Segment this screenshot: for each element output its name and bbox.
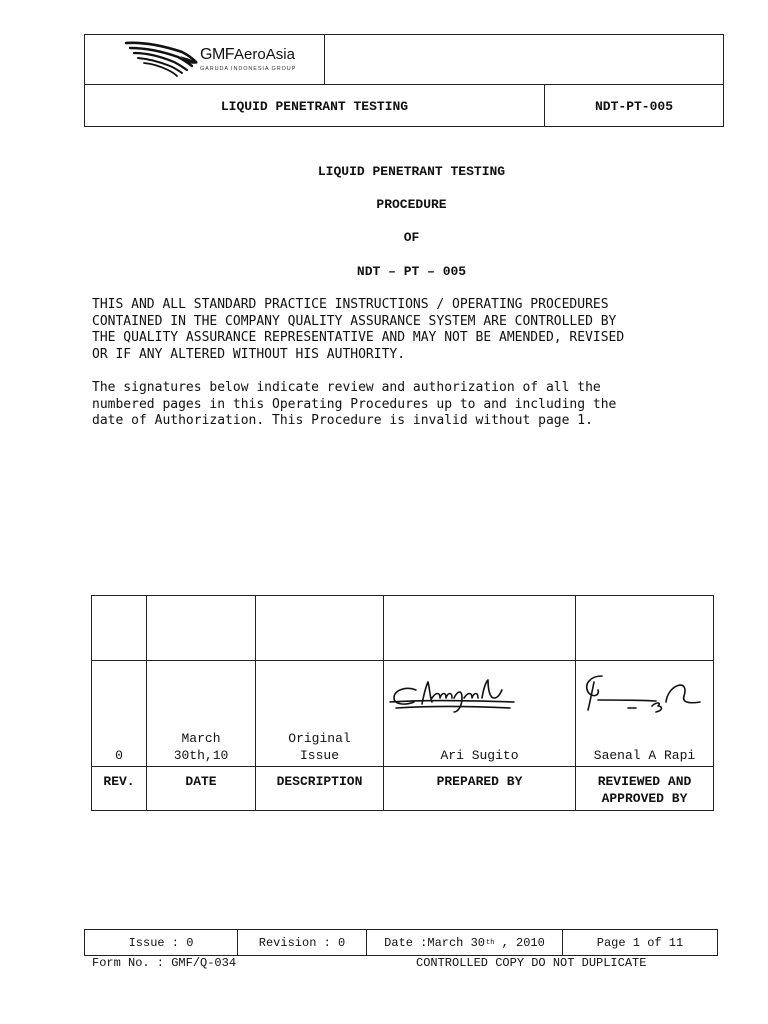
footer-issue: Issue : 0	[128, 935, 194, 950]
authorization-paragraph: The signatures below indicate review and authorization of all the numbered pages in this Operating Procedures up to and including the date of Authorization. This Procedure is invalid without page 1.	[92, 380, 617, 429]
control-notice-paragraph: THIS AND ALL STANDARD PRACTICE INSTRUCTIONS / OPERATING PROCEDURES CONTAINED IN THE COMPANY QUALITY ASSURANCE SYSTEM ARE CONTROLLED BY THE QUALITY ASSURANCE REPRESENTATIVE AND MAY NOT BE AMENDED, REVISED OR IF ANY ALTERED WITHOUT HIS AUTHORITY.	[92, 297, 625, 363]
date-value: March 30th,10	[173, 731, 229, 763]
prepared-by-column-header: PREPARED BY	[436, 774, 523, 789]
description-value: Original Issue	[288, 731, 351, 763]
heading-line-3: OF	[403, 230, 420, 245]
controlled-copy-notice: CONTROLLED COPY DO NOT DUPLICATE	[416, 956, 647, 970]
heading-line-1: LIQUID PENETRANT TESTING	[317, 164, 506, 179]
rev-value: 0	[115, 747, 123, 763]
rev-column-header: REV.	[103, 774, 135, 789]
footer-date: Date :March 30 th , 2010	[384, 935, 545, 950]
header-document-code: NDT-PT-005	[594, 98, 673, 114]
description-column-header: DESCRIPTION	[276, 774, 363, 789]
footer-revision: Revision : 0	[258, 935, 346, 950]
header-title: LIQUID PENETRANT TESTING	[220, 98, 409, 114]
footer-page-number: Page 1 of 11	[596, 935, 684, 950]
brand-name: GMFAeroAsia	[200, 46, 295, 63]
reviewed-by-signature	[587, 676, 700, 712]
prepared-by-value: Ari Sugito	[440, 747, 519, 763]
prepared-by-signature	[388, 676, 518, 720]
header-divider-vertical	[324, 34, 325, 85]
heading-line-2: PROCEDURE	[376, 197, 447, 212]
brand-tagline: GARUDA INDONESIA GROUP	[200, 66, 297, 72]
reviewed-by-value: Saenal A Rapi	[593, 747, 696, 763]
heading-line-4: NDT – PT – 005	[356, 264, 467, 279]
form-number: Form No. : GMF/Q-034	[92, 956, 237, 970]
reviewed-by-column-header: REVIEWED AND APPROVED BY	[597, 774, 692, 806]
date-column-header: DATE	[185, 774, 217, 789]
